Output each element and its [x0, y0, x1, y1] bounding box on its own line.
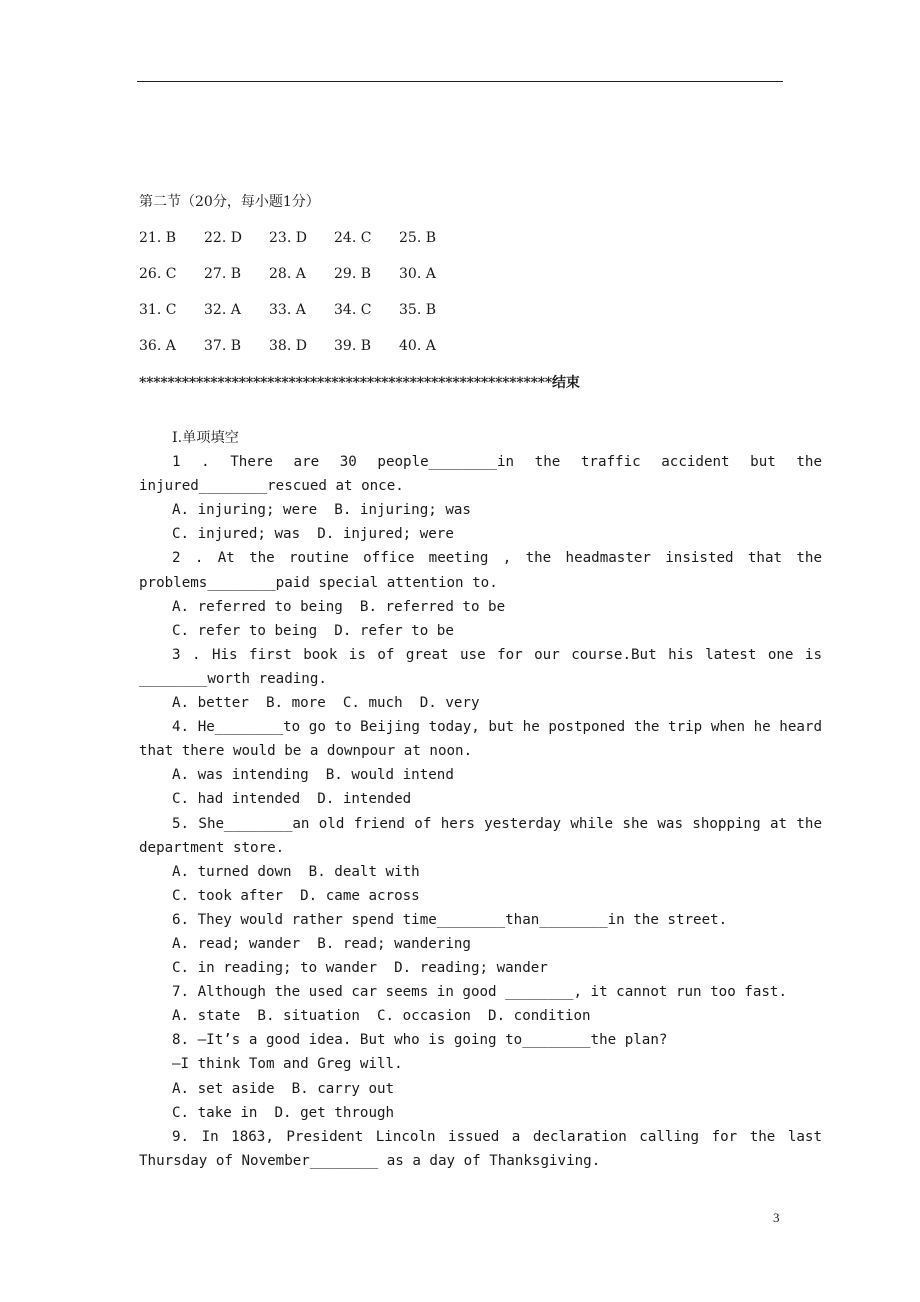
answer-item: 39. B	[334, 338, 372, 354]
question-option: A. referred to being B. referred to be	[172, 598, 506, 615]
question-option: C. in reading; to wander D. reading; wander	[172, 960, 548, 977]
answer-item: 38. D	[269, 338, 307, 354]
question-option: C. had intended D. intended	[172, 791, 412, 808]
answer-item: 30. A	[399, 266, 436, 282]
answer-item: 21. B	[139, 230, 177, 246]
answer-item: 34. C	[334, 302, 372, 318]
header-rule	[137, 81, 783, 82]
question-option: A. turned down B. dealt with	[172, 863, 420, 880]
question-option: A. was intending B. would intend	[172, 767, 454, 784]
question-stem: 2 . At the routine office meeting , the headmaster insisted that the problems________paid special attention to.	[139, 550, 822, 591]
answer-row	[139, 300, 464, 336]
answer-item: 29. B	[334, 266, 372, 282]
question-stem: 4. He________to go to Beijing today, but he postponed the trip when he heard that there would be a downpour at noon.	[139, 719, 822, 760]
question-stem: 3 . His first book is of great use for our course.But his latest one is ________worth reading.	[139, 646, 822, 687]
answer-item: 24. C	[334, 230, 372, 246]
exercise-section	[139, 426, 822, 1173]
answer-item: 25. B	[399, 230, 437, 246]
answer-key-rows	[139, 228, 464, 372]
question-stem: 5. She________an old friend of hers yesterday while she was shopping at the department store.	[139, 815, 822, 856]
answer-item: 32. A	[204, 302, 241, 318]
question-stem: 6. They would rather spend time________than________in the street.	[172, 911, 728, 928]
question-stem: 9. In 1863, President Lincoln issued a declaration calling for the last Thursday of November________ as a day of Thanksgiving.	[139, 1128, 822, 1169]
section-title: Ⅰ.单项填空	[172, 430, 239, 446]
question-option: C. injured; was D. injured; were	[172, 526, 454, 543]
question-stem: 7. Although the used car seems in good ________, it cannot run too fast.	[172, 984, 787, 1001]
answer-row	[139, 264, 464, 300]
answer-item: 31. C	[139, 302, 177, 318]
answer-item: 28. A	[269, 266, 306, 282]
answer-row	[139, 228, 464, 264]
answer-key	[139, 192, 464, 372]
question-stem: 8. —It’s a good idea. But who is going to________the plan?	[172, 1032, 668, 1049]
question-option: A. state B. situation C. occasion D. condition	[172, 1008, 591, 1025]
answer-item: 22. D	[204, 230, 242, 246]
answer-item: 35. B	[399, 302, 437, 318]
answer-item: 40. A	[399, 338, 436, 354]
question-option: C. took after D. came across	[172, 887, 420, 904]
question-option: A. set aside B. carry out	[172, 1080, 395, 1097]
question-option: C. take in D. get through	[172, 1104, 395, 1121]
question-option: A. read; wander B. read; wandering	[172, 935, 471, 952]
question-option: A. better B. more C. much D. very	[172, 695, 480, 712]
question-stem: 1 . There are 30 people________in the traffic accident but the injured________rescued at once.	[139, 454, 822, 495]
answer-item: 23. D	[269, 230, 307, 246]
answer-item: 27. B	[204, 266, 242, 282]
question-option: C. refer to being D. refer to be	[172, 622, 454, 639]
answer-item: 36. A	[139, 338, 176, 354]
end-marker: **********************************************************结束	[139, 375, 580, 391]
answer-key-heading: 第二节（20分，每小题1分）	[139, 194, 320, 210]
question-option: A. injuring; were B. injuring; was	[172, 502, 471, 519]
question-list	[139, 450, 822, 1173]
question-option: —I think Tom and Greg will.	[172, 1056, 403, 1073]
answer-item: 26. C	[139, 266, 177, 282]
answer-row	[139, 336, 464, 372]
answer-item: 33. A	[269, 302, 306, 318]
page-number: 3	[773, 1210, 780, 1225]
answer-item: 37. B	[204, 338, 242, 354]
